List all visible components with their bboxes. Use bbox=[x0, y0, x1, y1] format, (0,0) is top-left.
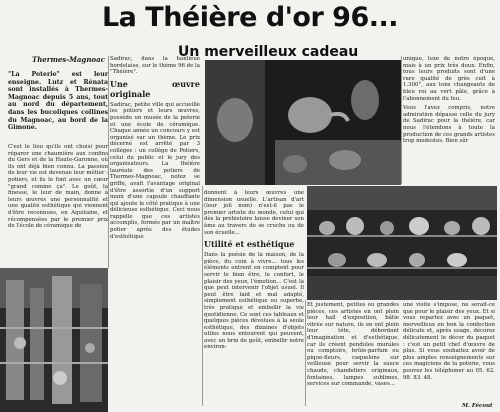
column-2-text: Sadirac, petite ville qui accueille les potiers et leurs œuvres, possède un musée de la poterie et une école de céramique. Chaque année un concours y est organisé sur un thème. Le prix décerné est arrêté par 3 collèges : un collège de Potiers, celui du public et le jury des organisateurs. La théière lauréate des potiers de Thermes-Magnoac, notez se griffe, avait l'avantage original d'être assortie d'un support muni d'une capsule chauffante qui ajoute le côté pratique à une délicieuse esthétique. Ceci nous rappelle que ces artistes accomplis, formés par un maître potier après des études d'esthétique bbox=[110, 101, 200, 240]
headline: La Théière d'or 96... bbox=[101, 2, 399, 33]
column-rule bbox=[305, 300, 306, 406]
column-1-text: C'est le lieu qu'ils ont choisi pour réparer une chaumière aux confins du Gers et de la Haute-Garonne, où ils ont déjà bien connu. La passion de leur vie est devenue leur métier : potiers, et ils le font avec un cœur "grand comme ça". Le goût, la finesse, le leur de main, donne à leurs œuvres une personnalité et une qualité esthétique qui viennent d'être reconnues, en Aquitaine, et récompensées par le premier prix de l'école de céramique de bbox=[8, 144, 108, 230]
subheadline: Un merveilleux cadeau bbox=[178, 44, 359, 60]
author-signature: M. Fécout bbox=[462, 403, 493, 409]
column-rule bbox=[108, 56, 109, 268]
column-3-text: donnent à leurs œuvres une dimension usuelle. L'artisan d'art (leur joli nom) n'est-il pas le premier artiste du monde, celui qui dès la préhistoire laisse deviner son âme au travers de se cruche ou de son écuelle... bbox=[204, 190, 304, 236]
column-2-intro: Sadirac, dans la banlieue bordelaise, sur le thème 96 de la "Théière". bbox=[110, 56, 200, 76]
column-rule bbox=[202, 186, 203, 406]
column-2 bbox=[110, 56, 200, 406]
column-5-bottom-text: une visite s'impose, ne serait-ce que pour le plaisir des yeux. Et si vous repartez avec un paquet, merveilleux en bon la confection délicate et, après usage, décorez délicatement le décor du paquet : c'est un petit chef d'œuvre de plus. Si vous souhaitez avoir de plus amples renseignements sur ces magiciens de la poterie, vous pouvez les téléphoner au 05. 62. 98. 83. 48. bbox=[403, 302, 495, 381]
column-3-text-2: Dans la poésie de la maison, de la pièce, du coin à vivre... tous les éléments entrent en comptent pour servir le bien être, le confort, le plaisir des yeux, l'émotion... C'est là que peut intervenir l'objet usuel. Il peut être laid et mal adapté, simplement esthétique ou superbe, très pratique et embellir la vie quotidienne. Ce sont ces tableaux et quelques pièces dévolues à la seule esthétique, des dizaines d'objets utiles nous entourent qui peuvent, avec un brin de goût, embellir notre environ- bbox=[204, 252, 304, 351]
column-4-text: Et justement, petites ou grandes pièces, ces artistes en ont plein leur hall d'exposition, bâtie vitrée sur nature, ils en ont plein leur tête, débordant d'imagination et d'esthétique, car ils créent pendules murales ou comptoirs, brûle-parfum ou pique-fleurs, caquelons sur veilleuse pour servir la sauce chaude, chandeliers originaux, fontaines, lampes sublimes, services sur commande, vases... bbox=[307, 302, 399, 388]
photo-pottery-display bbox=[307, 186, 497, 300]
dateline-place: Thermes-Magnoac bbox=[32, 55, 105, 64]
section-heading-utilite: Utilité et esthétique bbox=[204, 239, 295, 250]
column-rule bbox=[401, 56, 402, 184]
photo-teapots bbox=[205, 60, 401, 185]
column-5-top bbox=[403, 56, 495, 166]
column-5-mid-text: Vous l'avez compris, notre admiration dépasse celle du jury de Sadirac pour la théière, car nous l'étendons à toute la production de ces grands artistes trop modestes. Bien sûr bbox=[403, 105, 495, 145]
section-heading-oeuvre: Une œuvre originale bbox=[110, 78, 200, 99]
photo-shop-interior bbox=[0, 268, 108, 412]
column-3 bbox=[204, 190, 304, 405]
column-5-top-text: unique, luxe de notre époque, mais à un prix très doux. Enfin, tous leurs produits sont d'une rare qualité de grès cuit à 1.300°, aux tons changeants de bleu roi au vert pâle, grâce à l'abonnement du feu. bbox=[403, 56, 495, 102]
intro-paragraph: "La Poterie" est leur enseigne. Lutz et Rénata sont installés à Thermes-Magnoac depuis 5 ans, tout au nord du département, dans les bucoliques collines du Magnoac, au bord de la Gimone. bbox=[8, 71, 108, 132]
